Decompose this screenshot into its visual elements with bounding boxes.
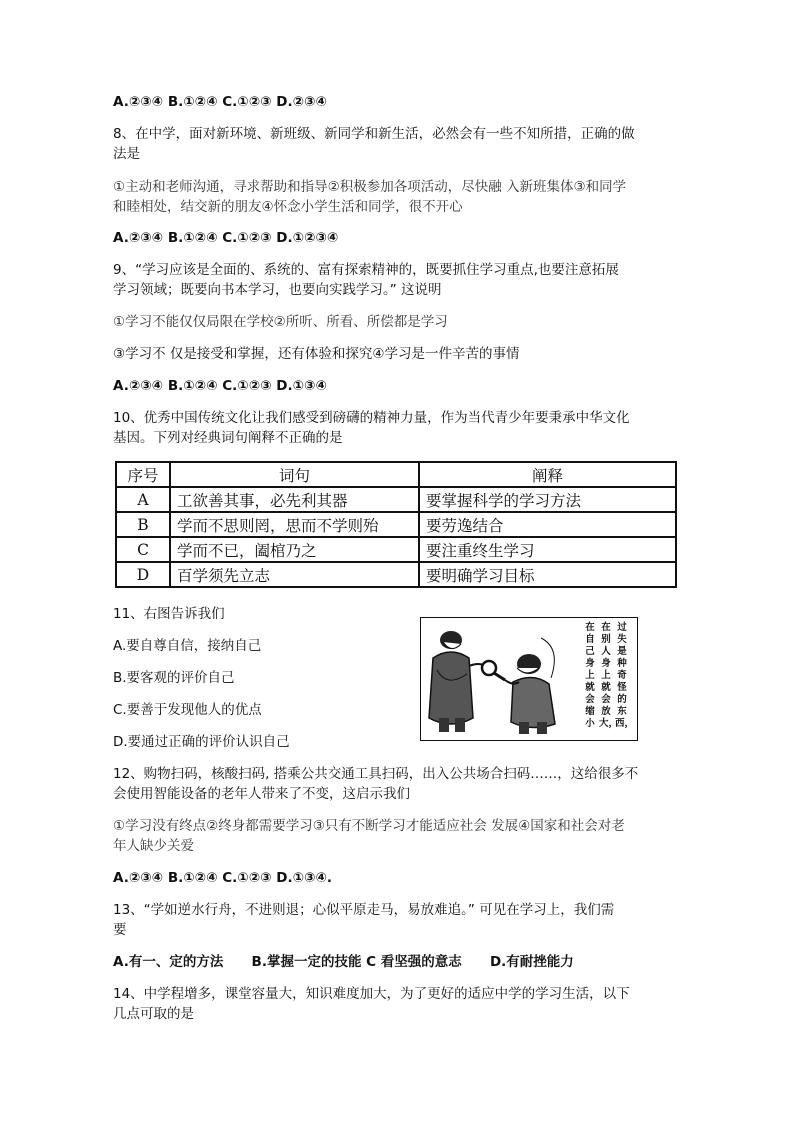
q8-items-line1: ①主动和老师沟通，寻求帮助和指导②积极参加各项活动，尽快融 入新班集体③和同学 [113, 179, 627, 195]
cartoon-figures [421, 618, 581, 740]
table-header-row [116, 462, 676, 487]
q9-items-line1: ①学习不能仅仅局限在学校②所听、所看、所偿都是学习 [113, 314, 448, 330]
table-cell: 工欲善其事，必先利其器 [170, 487, 419, 512]
table-header: 词句 [170, 462, 419, 487]
q14-stem-line1: 14、中学程增多，课堂容量大，知识难度加大，为了更好的适应中学的学习生活，以下 [113, 986, 630, 1002]
table-cell: 要明确学习目标 [419, 562, 676, 587]
table-cell: 百学须先立志 [170, 562, 419, 587]
q13-options: A.有一、定的方法 B.掌握一定的技能 C 看坚强的意志 D.有耐挫能力 [113, 954, 574, 970]
table-cell: 要劳逸结合 [419, 512, 676, 537]
cartoon-image [420, 617, 638, 741]
table-header: 序号 [116, 462, 170, 487]
table-row [116, 512, 676, 537]
q12-items-line1: ①学习没有终点②终身都需要学习③只有不断学习才能适应社会 发展④国家和社会对老 [113, 818, 625, 834]
q8-stem-line2: 法是 [113, 146, 140, 162]
table-cell: C [116, 537, 170, 562]
q10-table [115, 461, 677, 588]
q12-items-line2: 年人缺少关爱 [113, 838, 194, 854]
q14-stem-line2: 几点可取的是 [113, 1006, 194, 1022]
cartoon-caption-col2: 在别人身上就会放大， [599, 622, 619, 729]
cartoon-caption-col3: 在自己身上就会缩小 [585, 622, 595, 729]
table-row [116, 537, 676, 562]
q7-options: A.②③④ B.①②④ C.①②③ D.②③④ [113, 94, 327, 110]
q11-option-b: B.要客观的评价自己 [113, 670, 235, 686]
q12-stem-line2: 会使用智能设备的老年人带来了不变，这启示我们 [113, 786, 410, 802]
table-cell: B [116, 512, 170, 537]
q13-stem-line2: 要 [113, 922, 127, 938]
q8-items-line2: 和睦相处，结交新的朋友④怀念小学生活和同学，很不开心 [113, 199, 463, 215]
q8-stem-line1: 8、在中学，面对新环境、新班级、新同学和新生活，必然会有一些不知所措，正确的做 [113, 126, 635, 142]
table-cell: A [116, 487, 170, 512]
table-row [116, 487, 676, 512]
table-cell: 要掌握科学的学习方法 [419, 487, 676, 512]
table-cell: D [116, 562, 170, 587]
q10-stem-line2: 基因。下列对经典词句阐释不正确的是 [113, 430, 343, 446]
table-cell: 要注重终生学习 [419, 537, 676, 562]
q9-stem-line1: 9、“学习应该是全面的、系统的、富有探索精神的，既要抓住学习重点,也要注意拓展 [113, 262, 619, 278]
q11-option-d: D.要通过正确的评价认识自己 [113, 734, 290, 750]
table-header: 阐释 [419, 462, 676, 487]
q11-option-a: A.要自尊自信，接纳自己 [113, 638, 262, 654]
cartoon-caption-col1: 过失是种奇怪的东西， [615, 622, 635, 729]
q9-options: A.②③④ B.①②④ C.①②③ D.①③④ [113, 378, 327, 394]
q10-stem-line1: 10、优秀中国传统文化让我们感受到磅礴的精神力量，作为当代青少年要秉承中华文化 [113, 410, 630, 426]
q11-option-c: C.要善于发现他人的优点 [113, 702, 262, 718]
q13-stem-line1: 13、“学如逆水行舟，不进则退；心似平原走马，易放难追。” 可见在学习上，我们需 [113, 902, 615, 918]
q11-stem: 11、右图告诉我们 [113, 606, 225, 622]
table-row [116, 562, 676, 587]
table-cell: 学而不已，阖棺乃之 [170, 537, 419, 562]
q12-options: A.②③④ B.①②④ C.①②③ D.①③④. [113, 870, 333, 886]
q12-stem-line1: 12、购物扫码，核酸扫码, 搭乘公共交通工具扫码，出入公共场合扫码……，这给很多不 [113, 766, 639, 782]
table-cell: 学而不思则罔，思而不学则殆 [170, 512, 419, 537]
q9-stem-line2: 学习领域；既要向书本学习，也要向实践学习。” 这说明 [113, 282, 442, 298]
q8-options: A.②③④ B.①②④ C.①②③ D.①②③④ [113, 230, 339, 246]
q9-items-line2: ③学习不 仅是接受和掌握，还有体验和探究④学习是一件辛苦的事情 [113, 346, 520, 362]
